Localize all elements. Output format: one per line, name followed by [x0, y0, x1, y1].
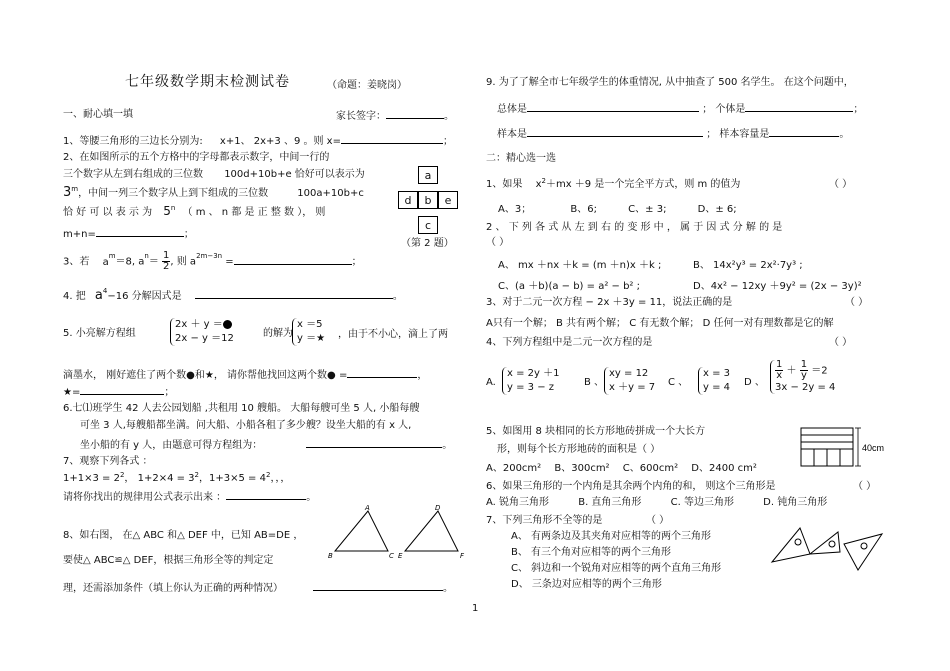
r-q6-opt-c[interactable]: C. 等边三角形 — [670, 497, 734, 508]
r-q6-paren[interactable]: （ ） — [853, 481, 877, 492]
r-q4-a-brace — [502, 367, 559, 395]
q5-blank2[interactable] — [80, 384, 164, 395]
q5-sol2: y ＝★ — [297, 333, 326, 344]
r-q1-opt-b[interactable]: B、6; — [570, 204, 597, 215]
r-q7-line1: 7、下列三角形不全等的是 — [486, 515, 603, 526]
parent-signature-blank[interactable] — [386, 108, 444, 119]
q3-den: 2 — [163, 261, 170, 272]
r-q9-line2: 总体是 ； 个体是 ； — [497, 101, 863, 116]
q2-line3-b: ，中间一列三个数字从上到下组成的三位数 — [78, 188, 269, 199]
q4-blank[interactable] — [195, 288, 393, 299]
page-number: 1 — [472, 603, 479, 614]
q5-line3: ★= ； — [63, 384, 174, 399]
q5-text: ，由于不小心，滴上了两 — [338, 329, 448, 340]
r-q5-opt-c[interactable]: C、600cm² — [622, 463, 679, 474]
triangles-figure — [325, 503, 470, 563]
q4-text: −16 分解因式是 — [107, 291, 182, 302]
figure-2-caption: （第 2 题） — [401, 238, 454, 249]
q7-line3-text: 请将你找出的规律用公式表示出来 ： — [63, 492, 227, 503]
q7-exp2: 2 — [194, 471, 200, 479]
r-q4-opt-c[interactable] — [698, 367, 730, 395]
q7-ellipsis: ，，， — [270, 473, 291, 484]
q3-eq2: ＝ — [148, 256, 159, 268]
r-q9-blank3[interactable] — [527, 126, 703, 137]
q3-exp: 2m−3n — [196, 252, 223, 260]
q5-eq1: 2x ＋ y ＝ — [175, 319, 223, 330]
q7-exp1: 2 — [119, 471, 125, 479]
q2-line2-a: 三个数字从左到右组成的三位数 — [63, 169, 203, 180]
q1-text: 1、等腰三角形的三边长分别为: — [63, 136, 203, 147]
q7-line3: 请将你找出的规律用公式表示出来 ： 。 — [63, 489, 316, 504]
grid-cell-c: c — [418, 216, 438, 234]
r-q1-opt-d[interactable]: D、± 6; — [697, 204, 737, 215]
r-q9-population: 总体是 — [497, 104, 527, 115]
r-q4-opt-b-label[interactable]: B 、 — [584, 377, 605, 388]
parent-signature: 家长签字： 。 — [336, 108, 454, 123]
q6-blank[interactable] — [306, 437, 442, 448]
ink-dot-icon — [223, 320, 232, 329]
r-q1-options — [498, 203, 737, 216]
q7-eq2: ， 1+2×4 = 3 — [124, 473, 195, 484]
q5-system — [170, 318, 234, 346]
q5-solution — [292, 318, 325, 346]
q7-eq3: ，1+3×5 = 4 — [199, 473, 266, 484]
q6-line2: 可坐 3 人,每艘船都坐满。问大船、小船各租了多少艘？设坐大船的有 x 人, — [80, 420, 412, 431]
q7-exp3: 2 — [265, 471, 271, 479]
q3-num: 1 — [163, 250, 170, 261]
r-q4-opt-a[interactable] — [502, 367, 559, 395]
q8-line3-text: 理，还需添加条件（填上你认为正确的两种情况） — [63, 583, 283, 594]
q6-line3: 坐小船的有 y 人，由题意可得方程组为： 。 — [80, 437, 452, 452]
q2-three: 3 — [63, 185, 72, 200]
q4-label: 4. 把 — [63, 291, 86, 302]
q5-star-label: ★= — [63, 387, 81, 398]
r-q1-text: ＋mx ＋9 是一个完全平方式，则 m 的值为 — [545, 179, 741, 190]
r-q7-opt-a[interactable]: A、 有两条边及其夹角对应相等的两个三角形 — [511, 531, 712, 542]
r-q4-opt-b[interactable] — [604, 367, 655, 395]
r-q1-label: 1、如果 — [486, 179, 523, 190]
grid-cell-b: b — [418, 191, 438, 209]
q2-line1: 2、在如图所示的五个方格中的字母都表示数字，中间一行的 — [63, 152, 330, 163]
r-q5-opt-b[interactable]: B、300cm² — [554, 463, 610, 474]
q5-solution-brace — [292, 318, 325, 346]
q8-line1: 8、如右图， 在△ ABC 和△ DEF 中，已知 AB=DE ， — [63, 530, 304, 541]
r-q2-opt-c[interactable]: C、(a ＋b)(a − b) = a² − b² ; — [498, 281, 640, 292]
q2-blank[interactable] — [96, 226, 184, 237]
r-q2-line1: 2 、 下 列 各 式 从 左 到 右 的 变 形 中 ， 属 于 因 式 分 解 的 是 — [486, 222, 783, 233]
q8-line3: 理，还需添加条件（填上你认为正确的两种情况） 。 — [63, 580, 453, 595]
r-q7-opt-d[interactable]: D、 三条边对应相等的两个三角形 — [511, 579, 662, 590]
r-q4-d-brace: $\frac{1}{x}$ ＋ $\frac{1}{y}$ ＝2 3x − 2y = 4 — [770, 360, 835, 394]
r-q5-options — [486, 462, 757, 475]
q3-a: a — [102, 256, 109, 268]
r-q2-opt-b[interactable]: B、 14x²y³ = 2x²·7y³ ; — [693, 260, 803, 271]
grid-cell-a: a — [418, 166, 438, 184]
grid-cell-d: d — [398, 191, 418, 209]
q7-line2 — [63, 472, 290, 485]
r-q4-c1: x = 3 — [703, 368, 731, 379]
r-q2-opt-d[interactable]: D、4x² − 12xy ＋9y² = (2x − 3y)² — [693, 281, 862, 292]
q3: 3、若 $a^m=8$, $a^n=$ $\frac{1}{2}$ , 则 $a^{2m-3n}$ = ； — [63, 250, 362, 272]
r-q3-paren[interactable]: （ ） — [845, 297, 869, 308]
r-q5-line2: 形，则每个长方形地砖的面积是（ ） — [497, 444, 661, 455]
triangle-def — [405, 511, 458, 551]
r-q1 — [486, 178, 740, 191]
q5-label: 5. 小亮解方程组 — [63, 328, 136, 339]
r-q1-opt-c[interactable]: C、± 3; — [628, 204, 667, 215]
q4: 4. 把 $a^4-16$ 分解因式是 。 — [63, 287, 403, 303]
q7-eq1: 1+1×3 = 2 — [63, 473, 120, 484]
r-q4-d-frac2: $\frac{1}{y}$ — [800, 359, 808, 381]
r-q6-opt-b[interactable]: B. 直角三角形 — [578, 497, 642, 508]
q2-line2 — [63, 168, 365, 181]
q7-blank[interactable] — [226, 489, 306, 500]
q6-line1: 6.七⑴班学生 42 人去公园划船 ,共租用 10 艘船。 大船每艘可坐 5 人, 小船每艘 — [63, 403, 420, 414]
tile-height-label: 40cm — [862, 443, 885, 453]
q2-m: m — [71, 185, 79, 193]
label-d: D — [435, 504, 441, 512]
r-q7-paren[interactable]: （ ） — [646, 515, 670, 526]
r-q4-opt-d-label[interactable]: D 、 — [744, 377, 765, 388]
q2-n: n — [170, 204, 176, 212]
r-q9-line3: 样本是 ； 样本容量是 。 — [497, 126, 849, 141]
r-q6-options — [486, 496, 827, 509]
q2-line3 — [63, 186, 364, 200]
q5-line2: 滴墨水， 刚好遮住了两个数●和★， 请你帮他找回这两个数● = ， — [63, 367, 427, 382]
q4-a: a — [94, 288, 103, 303]
r-q3-line1: 3、对于二元一次方程 − 2x ＋3y = 11，说法正确的是 — [486, 297, 733, 308]
q5-solution-label: 的解为 — [263, 328, 293, 339]
q2-line3-c: 100a+10b+c — [297, 188, 364, 199]
r-q6-opt-a[interactable]: A. 锐角三角形 — [486, 497, 550, 508]
r-q5-line1: 5、如图用 8 块相同的长方形地砖拼成一个大长方 — [486, 426, 706, 437]
q2-line4-c: （ m 、 n 都 是 正 整 数 ）， 则 — [182, 207, 326, 218]
q5-line2-text: 滴墨水， 刚好遮住了两个数●和★， 请你帮他找回这两个数● = — [63, 370, 348, 381]
q3-expr: , 则 a — [170, 256, 197, 268]
r-q4-a1: x = 2y ＋1 — [507, 368, 560, 379]
r-q4-d1: ＝2 — [811, 365, 828, 377]
q5-brace — [170, 318, 234, 346]
q3-label: 3、若 — [63, 256, 90, 268]
r-q4-b-brace — [604, 367, 655, 395]
q5-sol1: x ＝5 — [297, 319, 323, 330]
r-q9-blank4[interactable] — [769, 126, 839, 137]
q5-blank1[interactable] — [347, 367, 417, 378]
q3-n: n — [144, 252, 149, 260]
r-q9-blank1[interactable] — [527, 101, 699, 112]
r-q4-a2: y = 3 − z — [507, 382, 555, 393]
q1-expr: x+1、 2x+3 、9 。则 x= — [219, 136, 341, 147]
q3-m: m — [108, 252, 116, 260]
q5-eq2: 2x − y ＝12 — [175, 333, 234, 344]
q1-blank[interactable] — [341, 133, 443, 144]
r-q9-sample-size: ； 样本容量是 — [706, 129, 770, 140]
congruent-triangles-figure — [770, 522, 900, 574]
r-q3-options[interactable]: A只有一个解； B 共有两个解； C 有无数个解； D 任何一对有理数都是它的解 — [486, 318, 834, 329]
r-q9-individual: ； 个体是 — [702, 104, 746, 115]
r-q1-paren[interactable]: （ ） — [829, 179, 853, 190]
q3-blank[interactable] — [234, 254, 352, 265]
q3-eq3: = — [225, 256, 234, 268]
section-1-heading: 一、耐心填一填 — [63, 109, 133, 120]
section-2-heading: 二：精心选一选 — [486, 153, 556, 164]
q7-title: 7、观察下列各式 ： — [63, 456, 153, 467]
label-c: C — [389, 552, 394, 560]
tiles-figure — [800, 425, 912, 469]
q4-exp: 4 — [102, 287, 108, 295]
label-b: B — [328, 552, 333, 560]
q2-five: 5 — [163, 204, 171, 218]
triangle-abc — [335, 511, 388, 551]
r-q7-opt-c[interactable]: C、 斜边和一个锐角对应相等的两个直角三角形 — [511, 563, 722, 574]
label-f: F — [460, 552, 465, 560]
label-a: A — [365, 504, 370, 512]
parent-signature-label: 家长签字： — [336, 111, 386, 122]
r-q9-line1: 9. 为了了解全市七年级学生的体重情况, 从中抽查了 500 名学生。 在这个问题中， — [486, 77, 854, 88]
q2-line4 — [63, 205, 325, 219]
page-title: 七年级数学期末检测试卷 — [125, 74, 290, 90]
r-q1-x: x — [535, 179, 542, 190]
r-q5-opt-d[interactable]: D、2400 cm² — [691, 463, 757, 474]
r-q9-blank2[interactable] — [745, 101, 853, 112]
q6-line3-text: 坐小船的有 y 人，由题意可得方程组为： — [80, 440, 263, 451]
r-q4-b1: xy = 12 — [609, 368, 649, 379]
r-q4-d-frac1: $\frac{1}{x}$ — [776, 359, 783, 381]
r-q7-opt-b[interactable]: B、 有三个角对应相等的两个三角形 — [511, 547, 672, 558]
r-q4-opt-c-label[interactable]: C 、 — [668, 377, 689, 388]
q2-line5: m+n= ； — [63, 226, 194, 241]
r-q4-d2: 3x − 2y = 4 — [775, 382, 836, 393]
author: （命题：姜晓岗） — [327, 80, 407, 91]
r-q4-b2: x ＋y = 7 — [609, 382, 656, 393]
r-q4-c2: y = 4 — [703, 382, 731, 393]
q8-line2: 要使△ ABC≌△ DEF，根据三角形全等的判定定 — [63, 555, 274, 566]
q8-blank[interactable] — [313, 580, 443, 591]
label-e: E — [398, 552, 403, 560]
r-q4-c-brace — [698, 367, 730, 395]
r-q4-line1: 4、下列方程组中是二元一次方程的是 — [486, 337, 653, 348]
q2-answer-label: m+n= — [63, 229, 96, 240]
q1: 1、等腰三角形的三边长分别为: x+1、 2x+3 、9 。则 x= ； — [63, 133, 453, 148]
r-q2-opt-a[interactable]: A、 mx ＋nx ＋k = (m ＋n)x ＋k ; — [498, 260, 662, 271]
r-q6-line1: 6、如果三角形的一个内角是其余两个内角的和， 则这个三角形是 — [486, 481, 776, 492]
r-q4-paren[interactable]: （ ） — [829, 337, 853, 348]
r-q1-opt-a[interactable]: A、3； — [498, 204, 532, 215]
q2-line2-b: 100d+10b+e 恰好可以表示为 — [224, 169, 365, 180]
r-q2-paren[interactable]: （ ） — [486, 237, 510, 248]
r-q5-opt-a[interactable]: A、200cm² — [486, 463, 542, 474]
r-q1-exp: 2 — [541, 177, 546, 185]
r-q9-sample: 样本是 — [497, 129, 527, 140]
r-q4-opt-a-label[interactable]: A. — [486, 377, 496, 388]
r-q4-opt-d[interactable] — [770, 360, 835, 394]
q3-eq1: ＝8, a — [115, 256, 145, 268]
r-q6-opt-d[interactable]: D. 钝角三角形 — [763, 497, 828, 508]
grid-cell-e: e — [438, 191, 458, 209]
q2-line4-a: 恰 好 可 以 表 示 为 — [63, 207, 153, 218]
